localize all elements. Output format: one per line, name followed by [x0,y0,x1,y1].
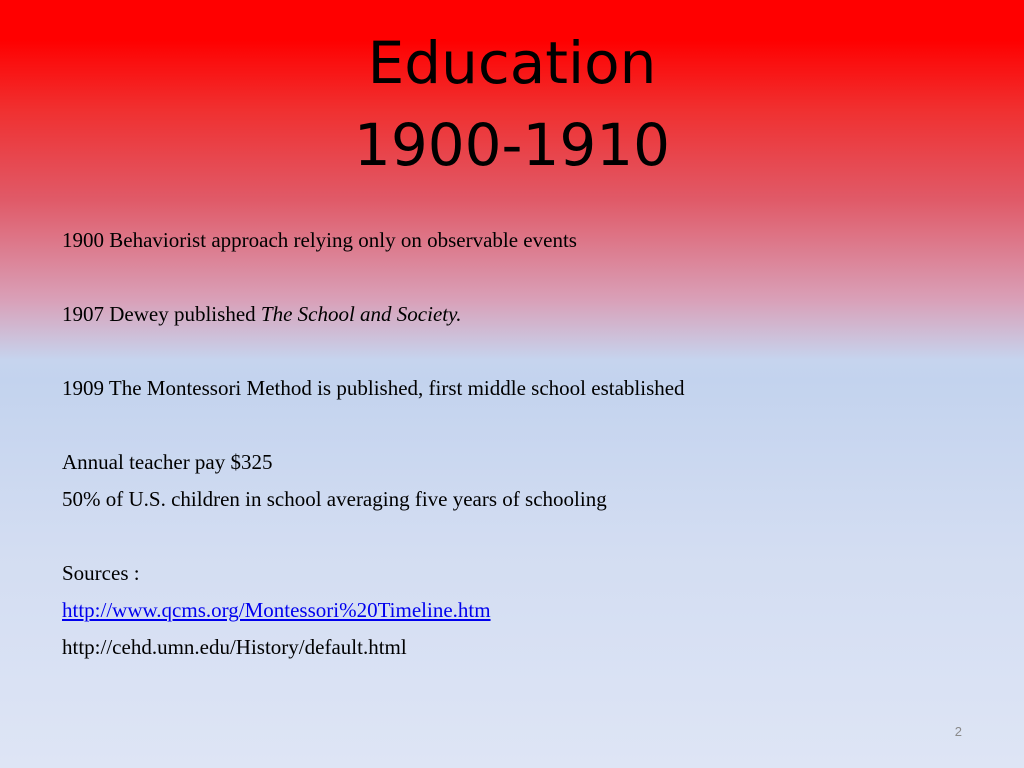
item-teacher-pay: Annual teacher pay $325 [62,450,273,474]
spacer [62,518,962,555]
spacer [62,259,962,296]
slide-title [0,22,1024,186]
title-line-education: Education [367,29,657,97]
slide-body [62,222,962,666]
page-number: 2 [954,724,962,739]
item-behaviorist: 1900 Behaviorist approach relying only on observable events [62,228,577,252]
book-title: The School and Society. [260,302,462,326]
spacer [62,407,962,444]
item-children-schooling: 50% of U.S. children in school averaging five years of schooling [62,487,607,511]
spacer [62,333,962,370]
sources-label: Sources : [62,561,140,585]
source-link-qcms [62,592,962,629]
item-dewey-prefix: 1907 Dewey published [62,302,261,326]
title-line-years: 1900-1910 [353,111,671,179]
qcms-link[interactable]: http://www.qcms.org/Montessori%20Timeline.htm [62,598,491,622]
item-dewey [62,296,962,333]
source-cehd: http://cehd.umn.edu/History/default.html [62,635,407,659]
item-montessori: 1909 The Montessori Method is published, first middle school established [62,376,685,400]
